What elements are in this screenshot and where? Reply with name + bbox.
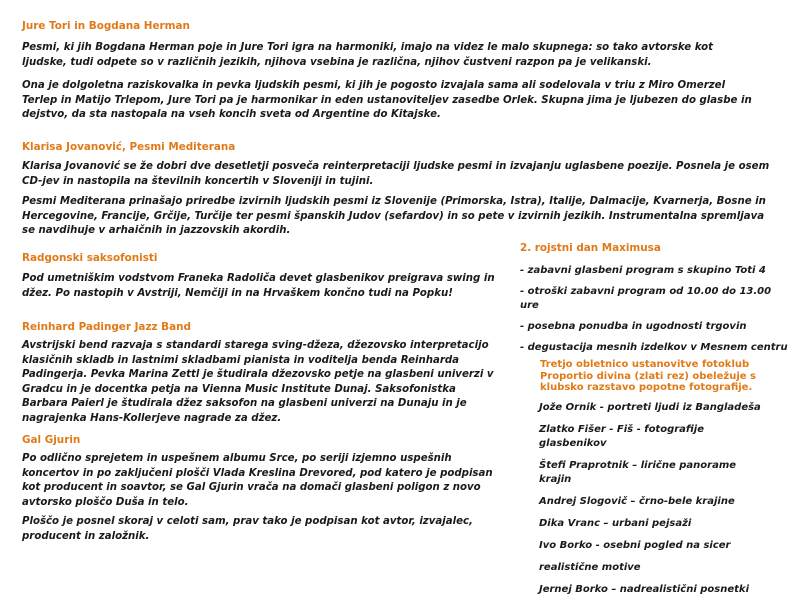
section-paragraph: Pesmi, ki jih Bogdana Herman poje in Jure Tori igra na harmoniki, imajo na videz le malo skupnega: so tako avtorske kot ljudske, tudi odpete so v različnih jezikih, njihova vsebina je različna, njihov čustveni razpon pa je velikanski. xyxy=(22,42,714,68)
section-paragraph: Pesmi Mediterana prinašajo priredbe izvirnih ljudskih pesmi iz Slovenije (Primorska, Istra), Italije, Dalmacije, Kvarnerja, Bosne in Hercegovine, Francije, Grčije, Turčije ter pesmi španskih Judov (sefardov) in so pete v izvirnih jezikih. Instrumentalna spremljava se navdihuje v arhaičnih in jazzovskih akordih. xyxy=(22,196,766,237)
section-paragraph: Ona je dolgoletna raziskovalka in pevka ljudskih pesmi, ki jih je pogosto izvajala sama ali sodelovala v triu z Miro Omerzel Terlep in Matijo Trlepom, Jure Tori pa je harmonikar in eden ustanoviteljev zasedbe Orlek. Skupna jima je ljubezen do glasbe in dejstvo, da sta nastopala na vseh koncih sveta od Argentine do Kitajske. xyxy=(22,80,752,121)
list-item: - posebna ponudba in ugodnosti trgovin xyxy=(520,321,747,332)
list-item: - degustacija mesnih izdelkov v Mesnem centru xyxy=(520,342,788,353)
section-gal-gjurin xyxy=(22,434,500,545)
section-klarisa xyxy=(22,141,770,239)
section-heading: Gal Gjurin xyxy=(22,434,81,446)
list-item: Jože Ornik - portreti ljudi iz Bangladeša xyxy=(539,401,761,413)
section-tori-herman xyxy=(22,20,760,123)
section-paragraph: Pod umetniškim vodstvom Franeka Radoliča devet glasbenikov preigrava swing in džez. Po nastopih v Avstriji, Nemčiji in na Hrvaškem končno tudi na Popku! xyxy=(22,273,495,299)
section-heading: Klarisa Jovanović, Pesmi Mediterana xyxy=(22,141,236,153)
fotoklub-heading-line: Proportio divina (zlati rez) obeležuje s xyxy=(540,370,756,382)
fotoklub-heading-line: Tretjo obletnico ustanovitve fotoklub xyxy=(540,359,750,370)
list-item: Ivo Borko - osebni pogled na sicer xyxy=(539,539,731,551)
fotoklub-heading-line: klubsko razstavo popotne fotografije. xyxy=(540,382,753,394)
maximus-heading: 2. rojstni dan Maximusa xyxy=(520,242,661,254)
section-paragraph: Avstrijski bend razvaja s standardi starega sving-džeza, džezovsko interpretacijo klasičnih skladb in lastnimi skladbami pianista in voditelja benda Reinharda Padingerja. Pevka Marina Zettl je študirala džezovsko petje na glasbeni univerzi v Gradcu in je docentka petja na Vienna Music Institute Dunaj. Saksofonistka Barbara Paierl je študirala džez saksofon na glasbeni univerzi na Dunaju in je nagrajenka Hans-Kollerjeve nagrade za džez. xyxy=(22,340,494,424)
list-item: - otroški zabavni program od 10.00 do 13.00 ure xyxy=(520,286,772,311)
list-item: Zlatko Fišer - Fiš - fotografije glasbenikov xyxy=(539,423,705,449)
section-paragraph: Ploščo je posnel skoraj v celoti sam, prav tako je podpisan kot avtor, izvajalec, producent in založnik. xyxy=(22,516,473,542)
list-item: Jernej Borko – nadrealistični posnetki xyxy=(539,583,749,595)
list-item: Dika Vranc – urbani pejsaži xyxy=(539,517,692,529)
list-item: - zabavni glasbeni program s skupino Toti 4 xyxy=(520,265,766,276)
fotoklub-exhibition xyxy=(540,359,762,597)
list-item: Andrej Slogovič – črno-bele krajine xyxy=(539,495,735,507)
section-radgonski xyxy=(22,252,502,301)
list-item: Štefi Praprotnik – lirične panorame krajin xyxy=(539,459,737,485)
section-heading: Radgonski saksofonisti xyxy=(22,252,158,264)
section-paragraph: Klarisa Jovanović se že dobri dve desetletji posveča reinterpretaciji ljudske pesmi in izvajanju uglasbene poezije. Posnela je osem CD-jev in nastopila na številnih koncertih v Sloveniji in tujini. xyxy=(22,161,770,187)
section-heading: Jure Tori in Bogdana Herman xyxy=(22,20,190,32)
list-item: realistične motive xyxy=(539,561,641,573)
section-padinger xyxy=(22,321,500,427)
section-heading: Reinhard Padinger Jazz Band xyxy=(22,321,191,333)
section-paragraph: Po odlično sprejetem in uspešnem albumu Srce, po seriji izjemno uspešnih koncertov in po zaključeni plošči Vlada Kreslina Drevored, pod katero je podpisan kot producent in soavtor, se Gal Gjurin vrača na domači glasbeni poligon z novo avtorsko ploščo Duša in telo. xyxy=(22,453,493,508)
maximus-program xyxy=(520,242,790,355)
